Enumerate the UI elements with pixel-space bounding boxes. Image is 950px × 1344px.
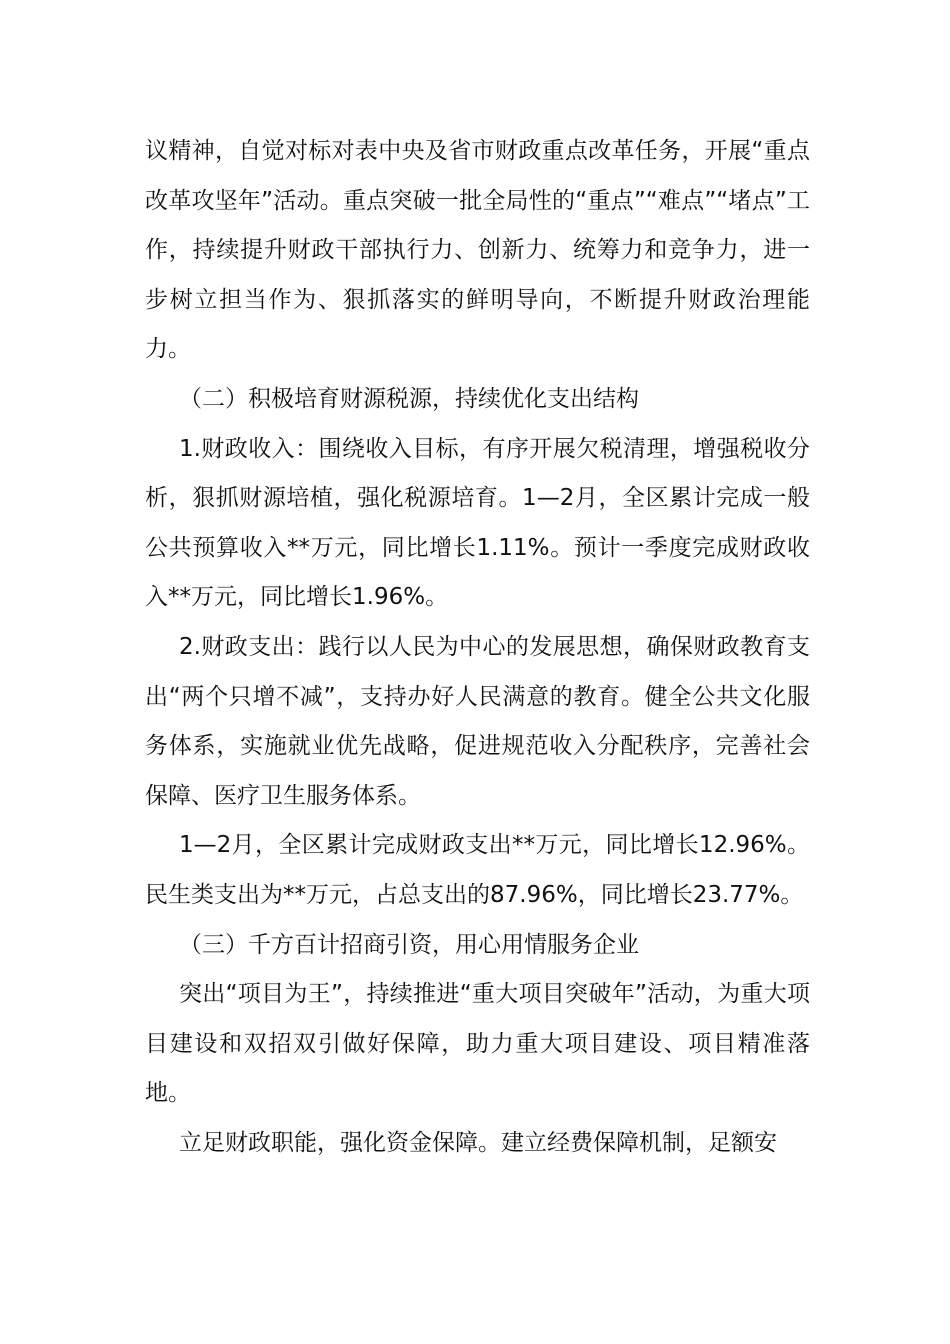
- paragraph-reform-tasks: 议精神，自觉对标对表中央及省市财政重点改革任务，开展“重点改革攻坚年”活动。重点突破一批全局性的“重点”“难点”“堵点”工作，持续提升财政干部执行力、创新力、统筹力和竞争力，进一步树立担当作为、狠抓落实的鲜明导向，不断提升财政治理能力。: [145, 138, 810, 363]
- paragraph-expenditure-stats: 1—2月，全区累计完成财政支出**万元，同比增长12.96%。民生类支出为**万元，占总支出的87.96%，同比增长23.77%。: [145, 832, 810, 908]
- document-body: [145, 127, 810, 1168]
- paragraph-fiscal-revenue: 1.财政收入：围绕收入目标，有序开展欠税清理，增强税收分析，狠抓财源培植，强化税源培育。1—2月，全区累计完成一般公共预算收入**万元，同比增长1.11%。预计一季度完成财政收入**万元，同比增长1.96%。: [145, 435, 810, 611]
- paragraph-funding-guarantee: 立足财政职能，强化资金保障。建立经费保障机制，足额安: [179, 1129, 777, 1156]
- section-heading-2: （二）积极培育财源税源，持续优化支出结构: [179, 385, 639, 412]
- paragraph-major-projects: 突出“项目为王”，持续推进“重大项目突破年”活动，为重大项目建设和双招双引做好保障，助力重大项目建设、项目精准落地。: [145, 981, 810, 1107]
- section-heading-3: （三）千方百计招商引资，用心用情服务企业: [179, 931, 639, 958]
- paragraph-fiscal-expenditure: 2.财政支出：践行以人民为中心的发展思想，确保财政教育支出“两个只增不减”，支持办好人民满意的教育。健全公共文化服务体系，实施就业优先战略，促进规范收入分配秩序，完善社会保障、医疗卫生服务体系。: [145, 633, 810, 809]
